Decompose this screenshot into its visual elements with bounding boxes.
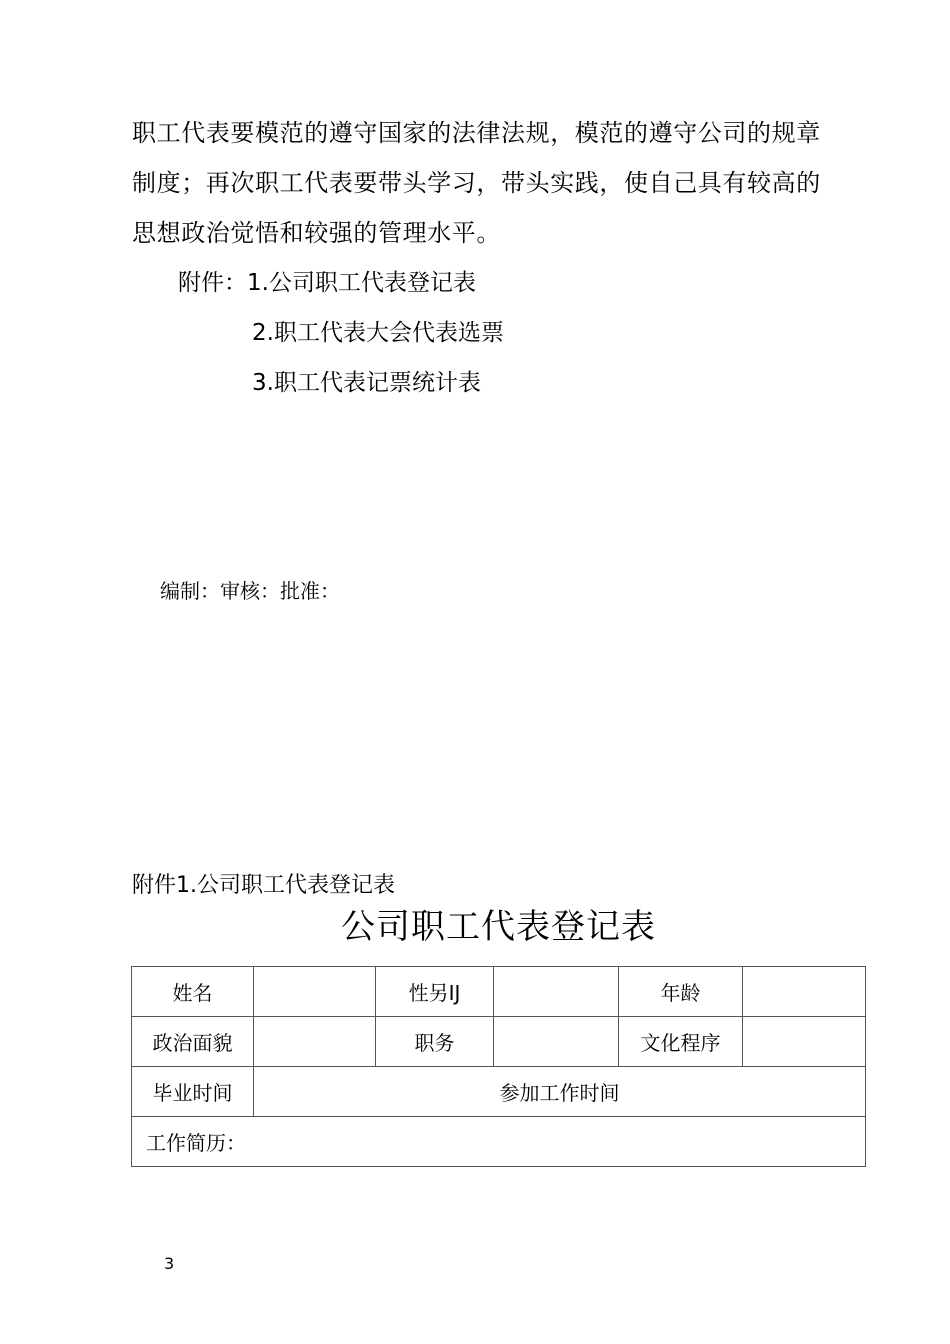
education-value-cell[interactable] — [743, 1017, 866, 1067]
page-number: 3 — [164, 1254, 175, 1273]
gender-value-cell[interactable] — [494, 967, 619, 1017]
body-text-line-1: 职工代表要模范的遵守国家的法律法规，模范的遵守公司的规章 — [132, 119, 821, 147]
section-label: 附件1.公司职工代表登记表 — [132, 873, 395, 898]
education-label: 文化程序 — [619, 1017, 743, 1067]
form-title: 公司职工代表登记表 — [341, 907, 656, 947]
signoff-line: 编制：审核：批准： — [160, 579, 340, 603]
position-value-cell[interactable] — [494, 1017, 619, 1067]
attachment-item-3: 3.职工代表记票统计表 — [252, 370, 481, 396]
attachment-item-2: 2.职工代表大会代表选票 — [252, 320, 504, 346]
registration-table — [131, 966, 866, 1167]
table-row-basic-info — [132, 967, 866, 1017]
graduation-date-label: 毕业时间 — [132, 1067, 254, 1117]
age-value-cell[interactable] — [743, 967, 866, 1017]
table-row-resume — [132, 1117, 866, 1167]
political-status-label: 政治面貌 — [132, 1017, 254, 1067]
name-value-cell[interactable] — [254, 967, 376, 1017]
age-label: 年龄 — [619, 967, 743, 1017]
table-row-background — [132, 1017, 866, 1067]
gender-label: 性另IJ — [376, 967, 494, 1017]
name-label: 姓名 — [132, 967, 254, 1017]
attachment-heading: 附件：1.公司职工代表登记表 — [178, 270, 476, 296]
position-label: 职务 — [376, 1017, 494, 1067]
work-start-date-label: 参加工作时间 — [254, 1067, 866, 1117]
body-text-line-2: 制度；再次职工代表要带头学习，带头实践，使自己具有较高的 — [132, 169, 821, 197]
work-resume-label[interactable]: 工作简历： — [132, 1117, 866, 1167]
table-row-dates — [132, 1067, 866, 1117]
political-status-value-cell[interactable] — [254, 1017, 376, 1067]
body-text-line-3: 思想政治觉悟和较强的管理水平。 — [132, 219, 501, 247]
